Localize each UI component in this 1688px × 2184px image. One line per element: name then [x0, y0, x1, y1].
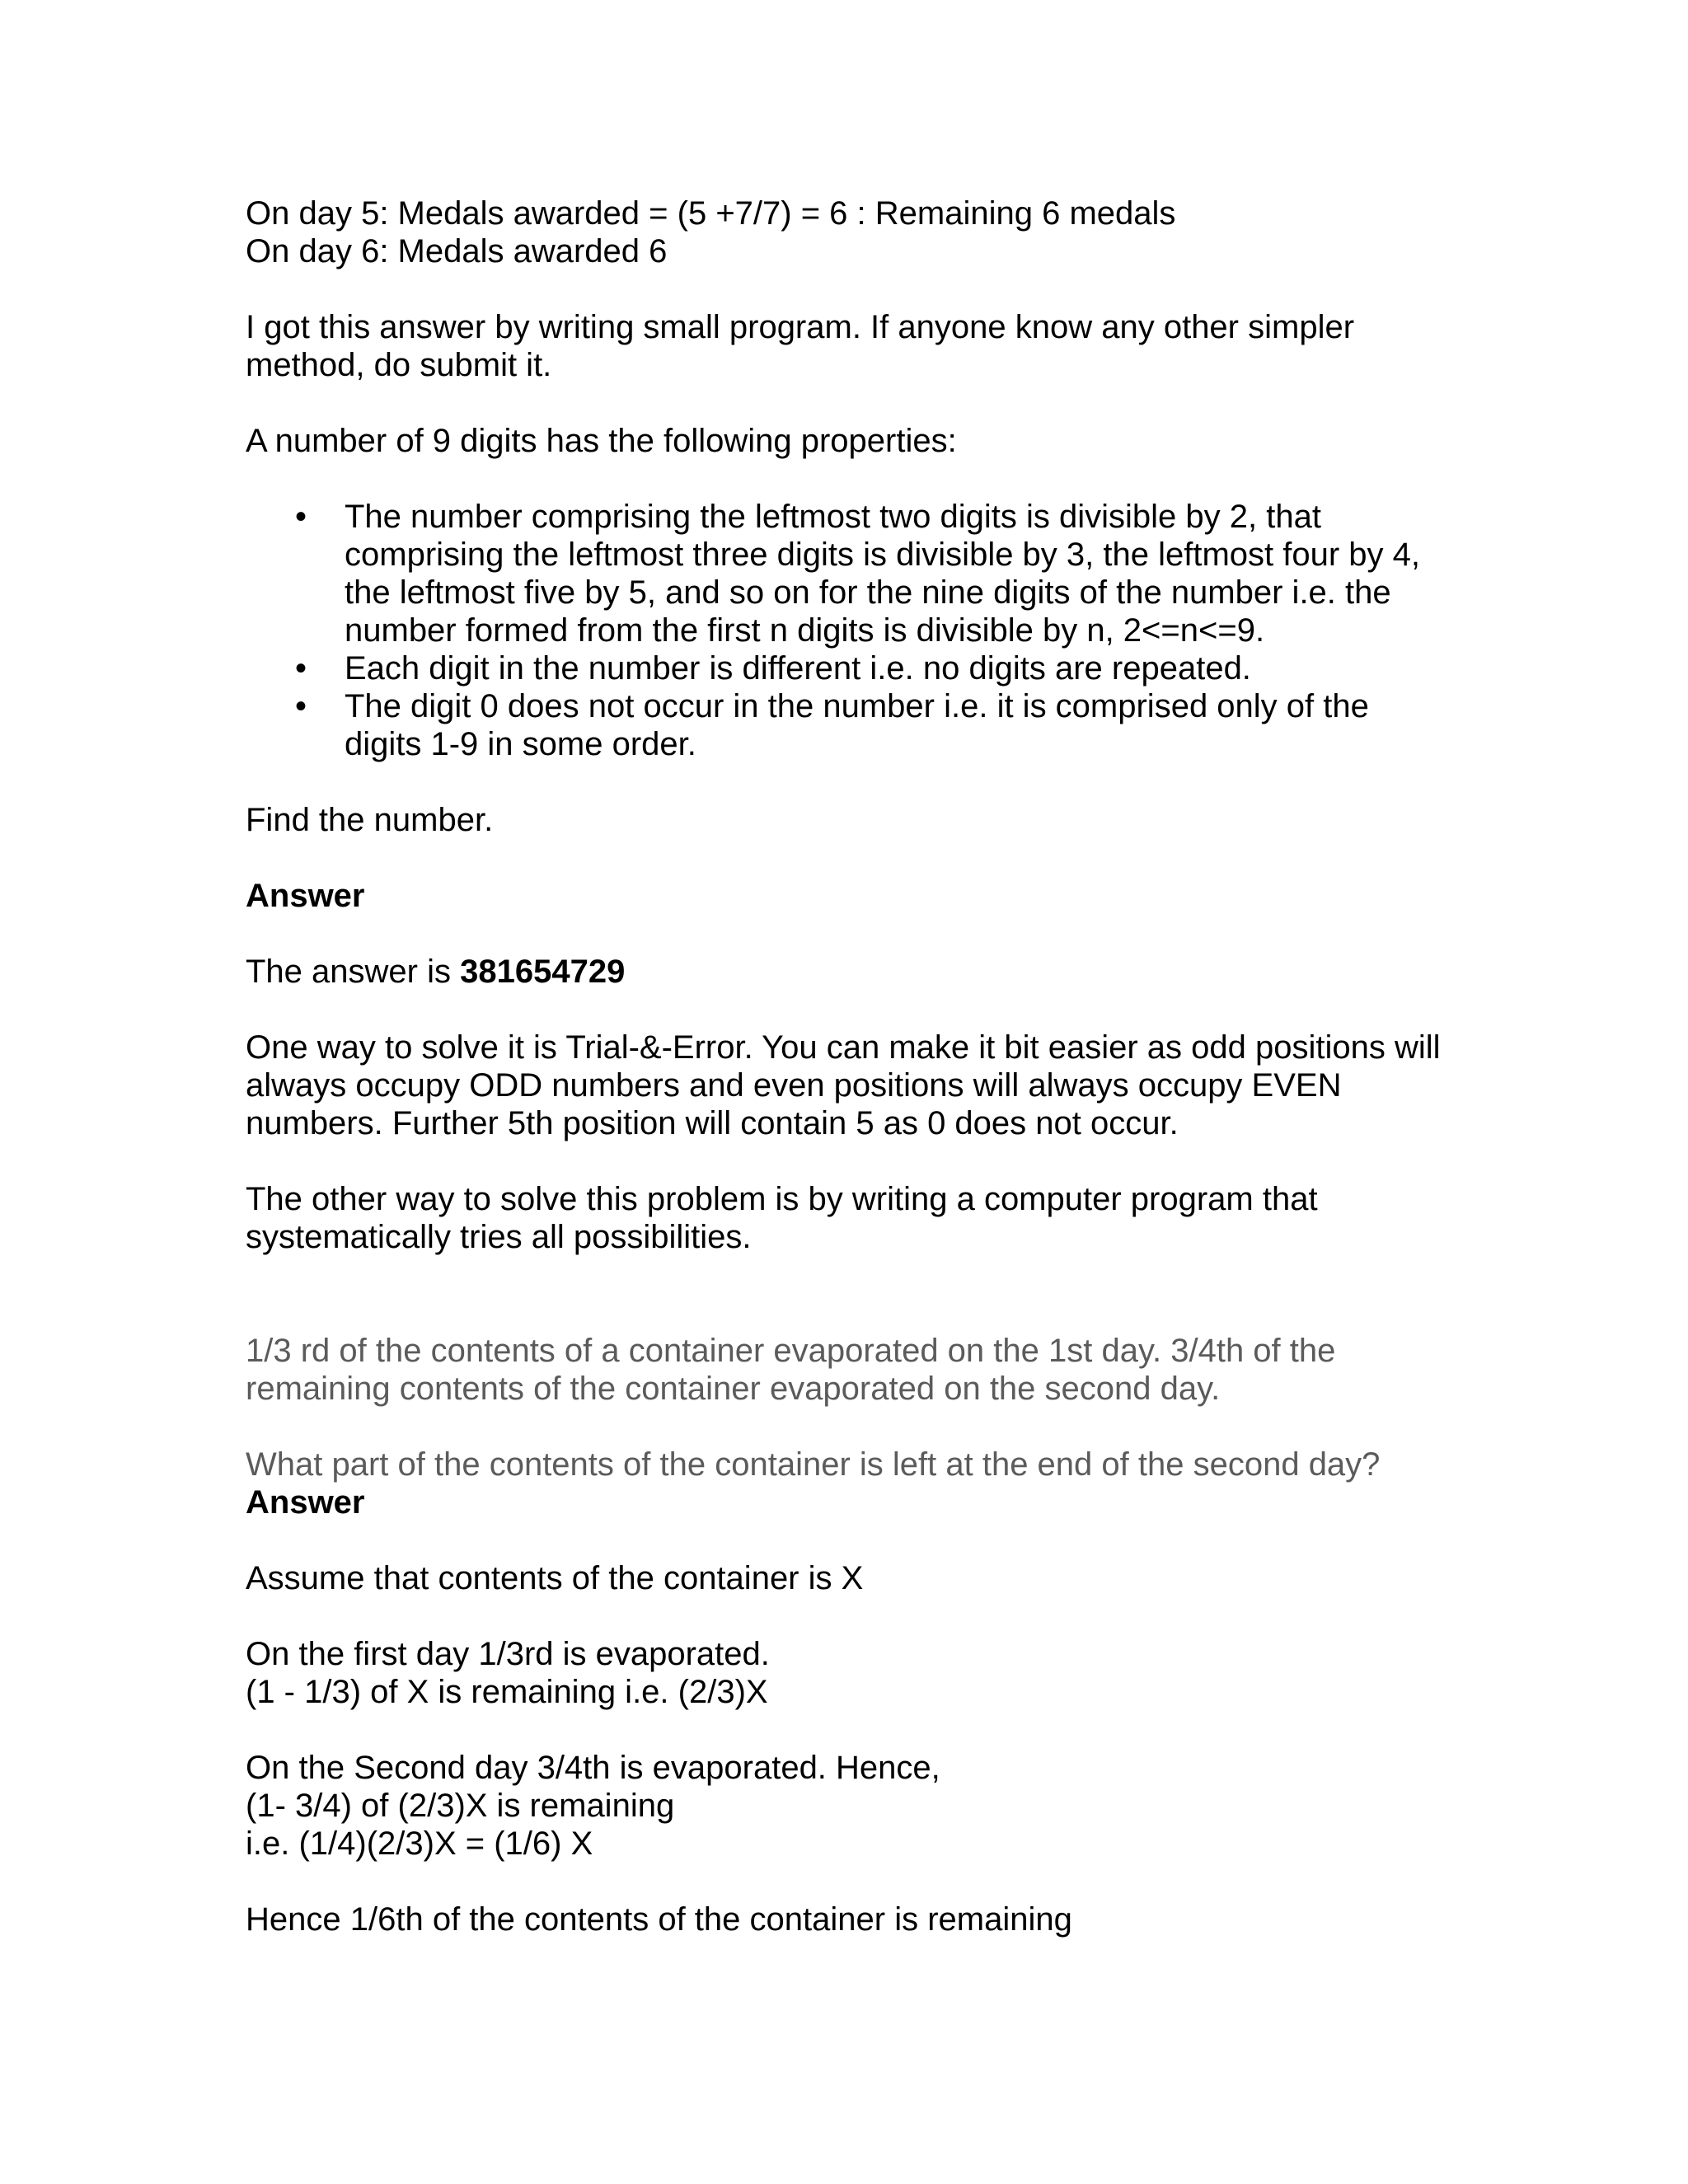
puzzle2-day1 — [246, 1635, 1482, 1711]
puzzle1-find: Find the number. — [246, 802, 494, 838]
intro-line-day6: On day 6: Medals awarded 6 — [246, 233, 668, 269]
answer-prefix: The answer is — [246, 954, 461, 990]
answer-value: 381654729 — [460, 954, 626, 990]
puzzle2-answer-heading: Answer — [246, 1484, 365, 1521]
document-page — [246, 194, 1482, 1976]
day1-line-1: On the first day 1/3rd is evaporated. — [246, 1636, 770, 1672]
puzzle1-answer-heading: Answer — [246, 878, 365, 914]
puzzle1-question: A number of 9 digits has the following properties: — [246, 423, 957, 459]
note-paragraph: I got this answer by writing small program. If anyone know any other simpler method, do submit it. — [246, 309, 1355, 383]
day1-line-2: (1 - 1/3) of X is remaining i.e. (2/3)X — [246, 1674, 768, 1710]
puzzle2-question-ask: What part of the contents of the container is left at the end of the second day? — [246, 1446, 1381, 1483]
list-item — [246, 649, 1441, 687]
intro-paragraph — [246, 194, 1482, 270]
day2-line-1: On the Second day 3/4th is evaporated. Hence, — [246, 1750, 940, 1786]
puzzle2-day2 — [246, 1749, 1482, 1863]
puzzle1-explanation-program: The other way to solve this problem is by writing a computer program that systematically tries all possibilities. — [246, 1181, 1318, 1255]
intro-line-day5: On day 5: Medals awarded = (5 +7/7) = 6 : Remaining 6 medals — [246, 195, 1176, 232]
bullet-icon: • — [295, 688, 307, 724]
puzzle2-question-setup: 1/3 rd of the contents of a container evaporated on the 1st day. 3/4th of the remaining contents of the container evaporated on the second day. — [246, 1333, 1336, 1407]
day2-line-2: (1- 3/4) of (2/3)X is remaining — [246, 1788, 675, 1824]
puzzle1-explanation-trial: One way to solve it is Trial-&-Error. You can make it bit easier as odd positions will always occupy ODD numbers and even positions will always occupy EVEN numbers. Further 5th position will contain 5 as 0 does not occur. — [246, 1029, 1441, 1141]
puzzle1-properties-list — [246, 498, 1482, 763]
day2-line-3: i.e. (1/4)(2/3)X = (1/6) X — [246, 1825, 593, 1862]
property-text: The digit 0 does not occur in the number i.e. it is comprised only of the digits 1-9 in some order. — [345, 688, 1369, 762]
bullet-icon: • — [295, 499, 307, 535]
puzzle1-answer-line — [246, 953, 1482, 991]
list-item — [246, 687, 1441, 763]
list-item — [246, 498, 1441, 649]
property-text: The number comprising the leftmost two digits is divisible by 2, that comprising the leftmost three digits is divisible by 3, the leftmost four by 4, the leftmost five by 5, and so on for the nine digits of the number i.e. the number formed from the first n digits is divisible by n, 2<=n<=9. — [345, 499, 1421, 649]
puzzle2-conclusion: Hence 1/6th of the contents of the container is remaining — [246, 1901, 1072, 1938]
section-spacer — [246, 1294, 1482, 1332]
property-text: Each digit in the number is different i.e. no digits are repeated. — [345, 650, 1251, 687]
bullet-icon: • — [295, 650, 307, 687]
puzzle2-assume: Assume that contents of the container is X — [246, 1560, 864, 1596]
